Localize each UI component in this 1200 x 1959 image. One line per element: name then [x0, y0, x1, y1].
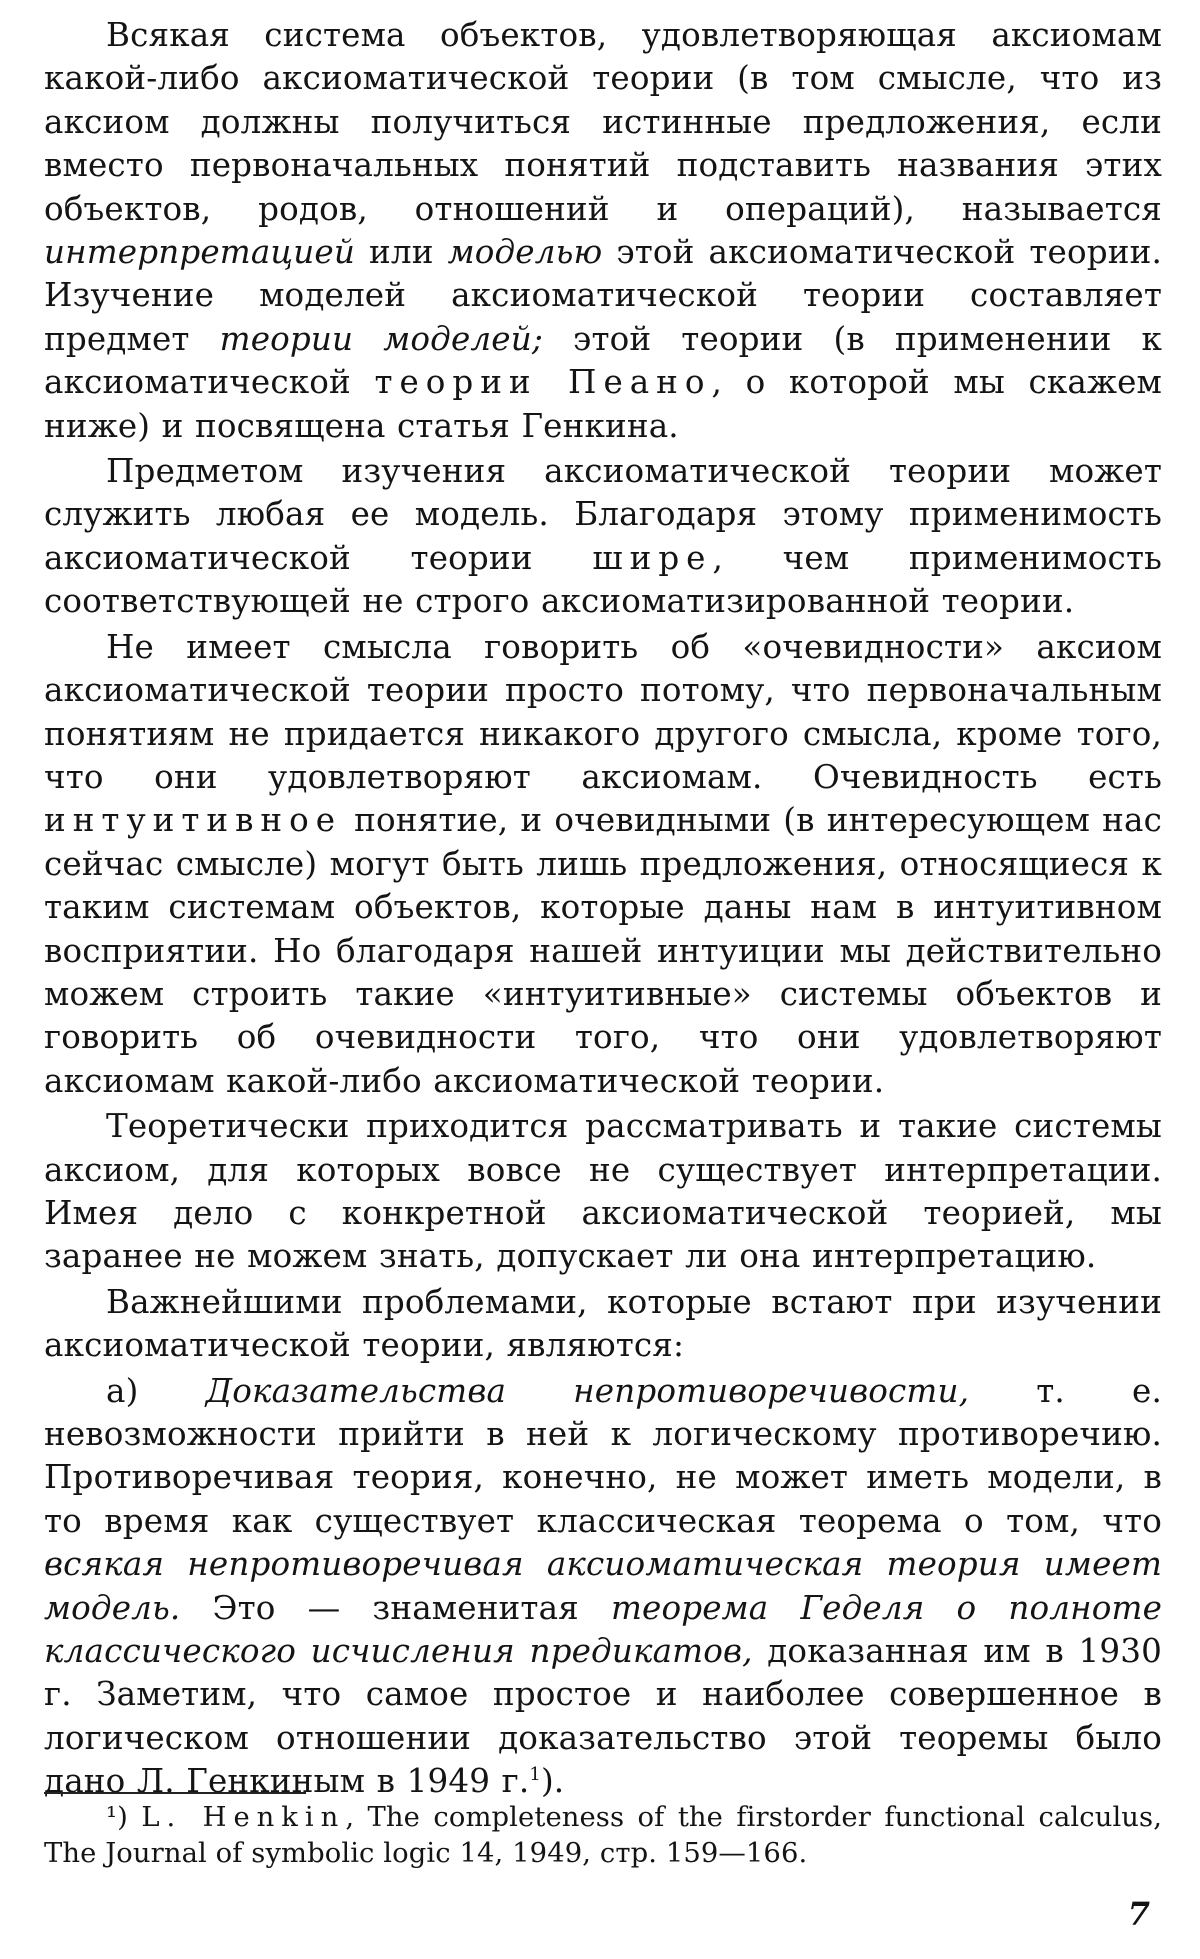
emphasis-model-theory: теории моделей; — [219, 319, 543, 358]
paragraph-applicability — [44, 450, 1162, 624]
footnote-marker: ¹) — [106, 1802, 128, 1833]
paragraph-consistency — [44, 1370, 1162, 1804]
emphasis-model: моделью — [447, 233, 603, 272]
text-run: , о которой мы скажем ниже) и посвящена статья Генкина. — [44, 363, 1162, 445]
paragraph-interpretation — [44, 14, 1162, 448]
footnote-author: L. Henkin — [141, 1802, 346, 1833]
paragraph-problems-intro — [44, 1281, 1162, 1368]
paragraph-no-interpretation — [44, 1105, 1162, 1279]
paragraph-evidence — [44, 626, 1162, 1103]
text-run: Всякая система объектов, удовлетворяющая аксиомам какой-либо аксиоматической теории (в том смысле, что из аксиом должны получиться истинные предложения, если вместо первоначальных понятий подставить названия этих объектов, родов, отношений и операций), называется — [44, 16, 1162, 228]
text-run: Важнейшими проблемами, которые встают при изучении аксиоматической теории, являются: — [44, 1282, 1162, 1365]
text-run: , чем применимость соответствующей не строго аксиоматизированной теории. — [44, 538, 1163, 621]
text-run: понятие, и очевидными (в интересующем нас сейчас смысле) могут быть лишь предложения, относящиеся к таким системам объектов, которые даны нам в интуитивном восприятии. Но благодаря нашей интуиции мы действительно можем строить такие «интуитивные» системы объектов и говорить об очевидности того, что они удовлетворяют аксиомам какой-либо аксиоматической теории. — [44, 801, 1162, 1100]
emphasis-consistency-proofs: Доказательства непротиворечивости, — [205, 1371, 970, 1410]
text-run: этой теории (в применении к аксиоматической — [44, 319, 1163, 402]
text-run: или — [354, 233, 448, 272]
footnote-reference: 1 — [529, 1764, 541, 1786]
spaced-intuitive: интуитивное — [44, 801, 343, 840]
footnote-text: , The completeness of the firstorder functional calculus, The Journal of symbolic logic 14, 1949, стр. 159—166. — [44, 1802, 1163, 1869]
spaced-peano-theory: теории Пеано — [374, 363, 712, 402]
text-run: ). — [540, 1762, 565, 1801]
text-run: т. е. невозможности прийти в ней к логическому противоречию. Противоречивая теория, конечно, не может иметь модели, в то время как существует классическая теорема о том, что — [44, 1371, 1162, 1540]
text-run: Не имеет смысла говорить об «очевидности» аксиом аксиоматической теории просто потому, что первоначальным понятиям не придается никакого другого смысла, кроме того, что они удовлетворяют аксиомам. Очевидность есть — [44, 627, 1162, 796]
text-run: Это — знаменитая — [180, 1588, 611, 1627]
emphasis-interpretation: интерпретацией — [44, 233, 355, 272]
footnote-divider — [44, 1792, 306, 1794]
spaced-wider: шире — [592, 538, 713, 577]
emphasis-godel-theorem: теорема Геделя о полноте классического исчисления предикатов, — [44, 1588, 1163, 1671]
emphasis-model-existence: всякая непротиворечивая аксиоматическая теория имеет модель. — [44, 1545, 1162, 1627]
text-run: доказанная им в 1930 г. Заметим, что самое простое и наиболее совершенное в логическом отношении доказательство этой теоремы было дано Л. Генкиным в 1949 г. — [44, 1632, 1162, 1801]
footnote — [44, 1800, 1162, 1872]
text-run: а) — [106, 1371, 206, 1410]
text-run: этой аксиоматической теории. Изучение моделей аксиоматической теории составляет предмет — [44, 233, 1162, 358]
page-body — [44, 14, 1162, 1804]
text-run: Теоретически приходится рассматривать и такие системы аксиом, для которых вовсе не существует интерпретации. Имея дело с конкретной аксиоматической теорией, мы заранее не можем знать, допускает ли она интерпретацию. — [44, 1107, 1162, 1276]
text-run: Предметом изучения аксиоматической теории может служить любая ее модель. Благодаря этому применимость аксиоматической теории — [44, 452, 1162, 577]
page-number: 7 — [1127, 1895, 1150, 1933]
